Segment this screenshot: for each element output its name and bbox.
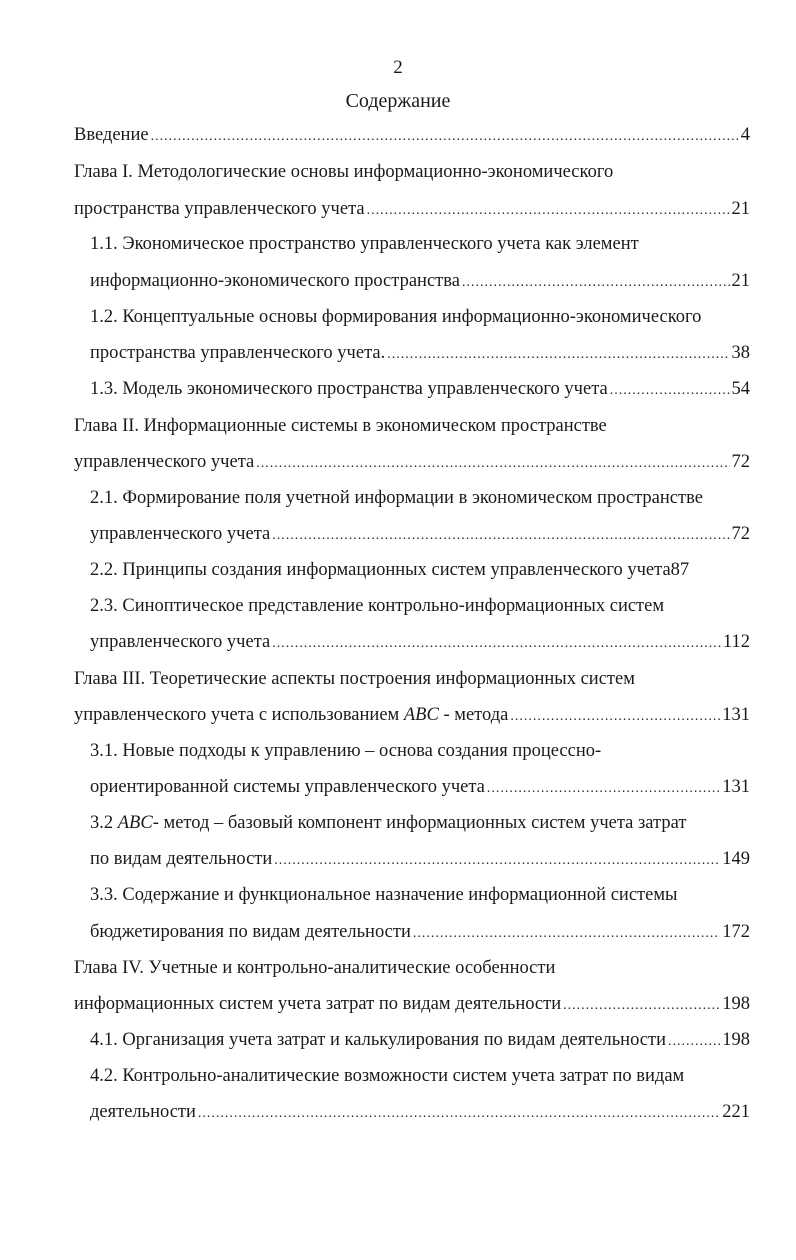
toc-section-1-1-line2: информационно-экономического пространства ..... 21 bbox=[90, 269, 750, 293]
toc-section-4-1: 4.1. Организация учета затрат и калькулирования по видам деятельности ..... 198 bbox=[90, 1028, 750, 1052]
toc-section-3-1-line1: 3.1. Новые подходы к управлению – основа создания процессно- bbox=[90, 741, 602, 761]
toc-section-2-1-line1: 2.1. Формирование поля учетной информации в экономическом пространстве bbox=[90, 488, 703, 508]
toc-section-4-2-line2: деятельности ..... 221 bbox=[90, 1100, 750, 1124]
toc-section-1-2-line2: пространства управленческого учета. ..... 38 bbox=[90, 341, 750, 365]
toc-section-3-3-line1: 3.3. Содержание и функциональное назначение информационной системы bbox=[90, 885, 678, 905]
toc-entry-intro: Введение ..... 4 bbox=[74, 123, 750, 147]
toc-chapter-3-line1: Глава III. Теоретические аспекты построения информационных систем bbox=[74, 669, 635, 689]
toc-section-3-2-line1: 3.2 ABC- метод – базовый компонент информационных систем учета затрат bbox=[90, 813, 687, 833]
toc-section-4-2-line1: 4.2. Контрольно-аналитические возможности систем учета затрат по видам bbox=[90, 1066, 685, 1086]
toc-section-2-3-line1: 2.3. Синоптическое представление контрольно-информационных систем bbox=[90, 596, 665, 616]
toc-section-2-3-line2: управленческого учета ..... 112 bbox=[90, 630, 750, 654]
toc-chapter-3-line2: управленческого учета с использованием ABC - метода ..... 131 bbox=[74, 703, 750, 727]
toc-section-3-2-line2: по видам деятельности ..... 149 bbox=[90, 847, 750, 871]
toc-chapter-2-line2: управленческого учета ..... 72 bbox=[74, 450, 750, 474]
toc-chapter-4-line2: информационных систем учета затрат по видам деятельности ..... 198 bbox=[74, 992, 750, 1016]
toc-section-1-3: 1.3. Модель экономического пространства управленческого учета ..... 54 bbox=[90, 377, 750, 401]
page-title: Содержание bbox=[345, 90, 451, 112]
toc-section-2-1-line2: управленческого учета ..... 72 bbox=[90, 522, 750, 546]
toc-section-1-2-line1: 1.2. Концептуальные основы формирования информационно-экономического bbox=[90, 307, 702, 327]
toc-chapter-1-line1: Глава I. Методологические основы информационно-экономического bbox=[74, 162, 614, 182]
toc-section-3-3-line2: бюджетирования по видам деятельности ..... 172 bbox=[90, 920, 750, 944]
toc-chapter-1-line2: пространства управленческого учета ..... 21 bbox=[74, 197, 750, 221]
page-number: 2 bbox=[393, 57, 403, 78]
toc-section-3-1-line2: ориентированной системы управленческого учета ..... 131 bbox=[90, 775, 750, 799]
toc-section-2-2: 2.2. Принципы создания информационных систем управленческого учета 87 bbox=[90, 560, 690, 580]
toc-section-1-1-line1: 1.1. Экономическое пространство управленческого учета как элемент bbox=[90, 234, 639, 254]
toc-chapter-4-line1: Глава IV. Учетные и контрольно-аналитические особенности bbox=[74, 958, 556, 978]
toc-chapter-2-line1: Глава II. Информационные системы в экономическом пространстве bbox=[74, 416, 607, 436]
